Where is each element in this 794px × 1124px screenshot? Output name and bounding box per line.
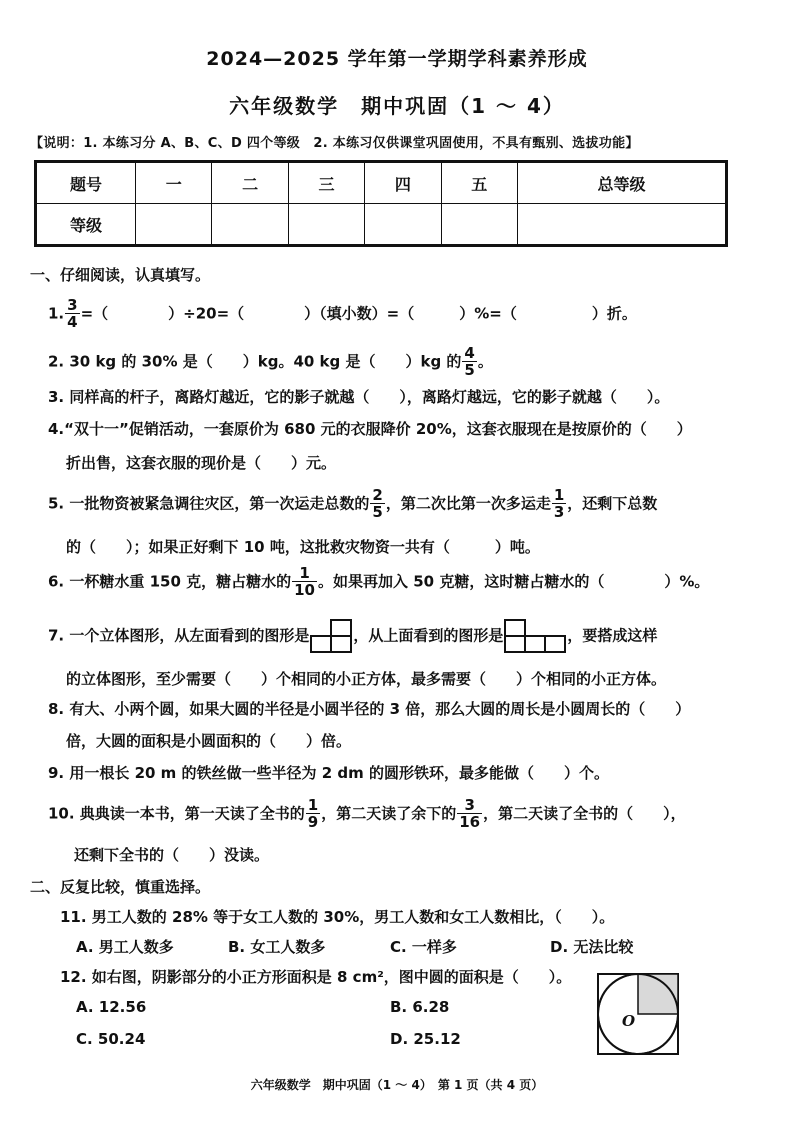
question-5-line1 bbox=[48, 488, 657, 520]
grade-cell[interactable] bbox=[441, 204, 517, 246]
question-10-line2: 还剩下全书的（ ）没读。 bbox=[74, 846, 270, 864]
question-3: 3. 同样高的杆子，离路灯越近，它的影子就越（ ），离路灯越远，它的影子就越（ ）。 bbox=[48, 388, 670, 406]
question-9: 9. 用一根长 20 m 的铁丝做一些半径为 2 dm 的圆形铁环，最多能做（ ）个。 bbox=[48, 764, 610, 782]
circle-square-figure bbox=[596, 972, 680, 1056]
grade-cell[interactable] bbox=[288, 204, 364, 246]
q5-text-a: 5. 一批物资被紧急调往灾区，第一次运走总数的 bbox=[48, 494, 370, 513]
q10-text-b: ，第二天读了余下的 bbox=[321, 804, 457, 823]
grade-cell[interactable] bbox=[212, 204, 288, 246]
q7-text-c: ，要搭成这样 bbox=[567, 626, 658, 645]
q2-numerator: 4 bbox=[464, 344, 475, 362]
question-6 bbox=[48, 566, 709, 598]
q2-end: 。 bbox=[477, 352, 493, 371]
grade-cell[interactable] bbox=[136, 204, 212, 246]
title-line2: 六年级数学 期中巩固（1 ～ 4） bbox=[229, 94, 565, 118]
grade-header-cell: 二 bbox=[212, 162, 288, 204]
q6-denominator: 10 bbox=[294, 581, 315, 599]
grade-header-cell: 一 bbox=[136, 162, 212, 204]
question-5-line2: 的（ ）；如果正好剩下 10 吨，这批救灾物资一共有（ ）吨。 bbox=[66, 538, 540, 556]
q10-f2-denominator: 16 bbox=[459, 813, 481, 831]
q6-numerator: 1 bbox=[299, 564, 310, 582]
q5-fraction-1 bbox=[370, 488, 384, 520]
instructions-note: 【说明：1. 本练习分 A、B、C、D 四个等级 2. 本练习仅供课堂巩固使用，不具有甄别、选拔功能】 bbox=[30, 136, 639, 151]
q5-text-b: ，第二次比第一次多运走 bbox=[385, 494, 551, 513]
q5-text-c: ，还剩下总数 bbox=[567, 494, 658, 513]
q10-fraction-1 bbox=[306, 798, 320, 830]
q6-text-a: 6. 一杯糖水重 150 克，糖占糖水的 bbox=[48, 572, 292, 591]
q1-text: =（ ）÷20=（ ）（填小数）=（ ）%=（ ）折。 bbox=[80, 304, 637, 323]
question-10-line1 bbox=[48, 798, 686, 830]
q11-option-d[interactable]: D. 无法比较 bbox=[550, 938, 634, 956]
q10-text-c: ，第二天读了全书的（ ）， bbox=[483, 804, 686, 823]
grade-header-cell: 题号 bbox=[36, 162, 136, 204]
q10-f2-numerator: 3 bbox=[464, 796, 475, 814]
top-view-figure bbox=[503, 618, 567, 654]
grade-header-cell: 总等级 bbox=[517, 162, 726, 204]
section2-title: 二、反复比较，慎重选择。 bbox=[30, 878, 211, 896]
q7-text-b: ，从上面看到的图形是 bbox=[353, 626, 504, 645]
q12-option-c[interactable]: C. 50.24 bbox=[76, 1030, 146, 1048]
q6-fraction bbox=[292, 566, 317, 598]
question-2 bbox=[48, 346, 493, 378]
q5-fraction-2 bbox=[552, 488, 566, 520]
grade-table-header-row bbox=[36, 162, 727, 204]
q6-text-b: 。如果再加入 50 克糖，这时糖占糖水的（ ）%。 bbox=[318, 572, 710, 591]
q11-option-a[interactable]: A. 男工人数多 bbox=[76, 938, 174, 956]
q10-f1-numerator: 1 bbox=[307, 796, 319, 814]
q7-text-a: 7. 一个立体图形，从左面看到的图形是 bbox=[48, 626, 310, 645]
q10-text-a: 10. 典典读一本书，第一天读了全书的 bbox=[48, 804, 305, 823]
q5-f1-denominator: 5 bbox=[372, 503, 383, 521]
q12-option-d[interactable]: D. 25.12 bbox=[390, 1030, 461, 1048]
center-label: O bbox=[622, 1012, 636, 1030]
q12-option-b[interactable]: B. 6.28 bbox=[390, 998, 450, 1016]
q1-number: 1. bbox=[48, 304, 65, 323]
q11-option-c[interactable]: C. 一样多 bbox=[390, 938, 457, 956]
section1-title: 一、仔细阅读，认真填写。 bbox=[30, 266, 211, 284]
grade-table-row bbox=[36, 204, 727, 246]
grade-header-cell: 三 bbox=[288, 162, 364, 204]
q1-denominator: 4 bbox=[67, 313, 78, 331]
page-footer: 六年级数学 期中巩固（1 ～ 4） 第 1 页（共 4 页） bbox=[250, 1078, 544, 1092]
question-12: 12. 如右图，阴影部分的小正方形面积是 8 cm²，图中圆的面积是（ ）。 bbox=[60, 968, 572, 986]
left-view-figure bbox=[309, 618, 353, 654]
grade-table bbox=[34, 160, 728, 247]
q5-f1-numerator: 2 bbox=[372, 486, 383, 504]
q1-numerator: 3 bbox=[67, 296, 78, 314]
question-7-line2: 的立体图形，至少需要（ ）个相同的小正方体，最多需要（ ）个相同的小正方体。 bbox=[66, 670, 667, 688]
q2-text: 2. 30 kg 的 30% 是（ ）kg。40 kg 是（ ）kg 的 bbox=[48, 352, 462, 371]
title-line1: 2024—2025 学年第一学期学科素养形成 bbox=[206, 48, 588, 70]
q2-denominator: 5 bbox=[464, 361, 475, 379]
grade-header-cell: 五 bbox=[441, 162, 517, 204]
q1-fraction bbox=[65, 298, 79, 330]
q5-f2-numerator: 1 bbox=[553, 486, 565, 504]
grade-row-label: 等级 bbox=[36, 204, 136, 246]
q12-option-a[interactable]: A. 12.56 bbox=[76, 998, 147, 1016]
question-11: 11. 男工人数的 28% 等于女工人数的 30%，男工人数和女工人数相比，（ ）。 bbox=[60, 908, 615, 926]
question-4-line2: 折出售，这套衣服的现价是（ ）元。 bbox=[66, 454, 337, 472]
q11-option-b[interactable]: B. 女工人数多 bbox=[228, 938, 326, 956]
grade-header-cell: 四 bbox=[365, 162, 441, 204]
question-7-line1 bbox=[48, 618, 657, 654]
q10-f1-denominator: 9 bbox=[307, 813, 319, 831]
question-8-line2: 倍，大圆的面积是小圆面积的（ ）倍。 bbox=[66, 732, 352, 750]
question-1 bbox=[48, 298, 637, 330]
q2-fraction bbox=[462, 346, 476, 378]
question-4-line1: 4.“双十一”促销活动，一套原价为 680 元的衣服降价 20%，这套衣服现在是按原价的（ ） bbox=[48, 420, 692, 438]
q5-f2-denominator: 3 bbox=[553, 503, 565, 521]
q10-fraction-2 bbox=[457, 798, 482, 830]
grade-cell[interactable] bbox=[365, 204, 441, 246]
question-8-line1: 8. 有大、小两个圆，如果大圆的半径是小圆半径的 3 倍，那么大圆的周长是小圆周长的（ ） bbox=[48, 700, 691, 718]
grade-cell[interactable] bbox=[517, 204, 726, 246]
